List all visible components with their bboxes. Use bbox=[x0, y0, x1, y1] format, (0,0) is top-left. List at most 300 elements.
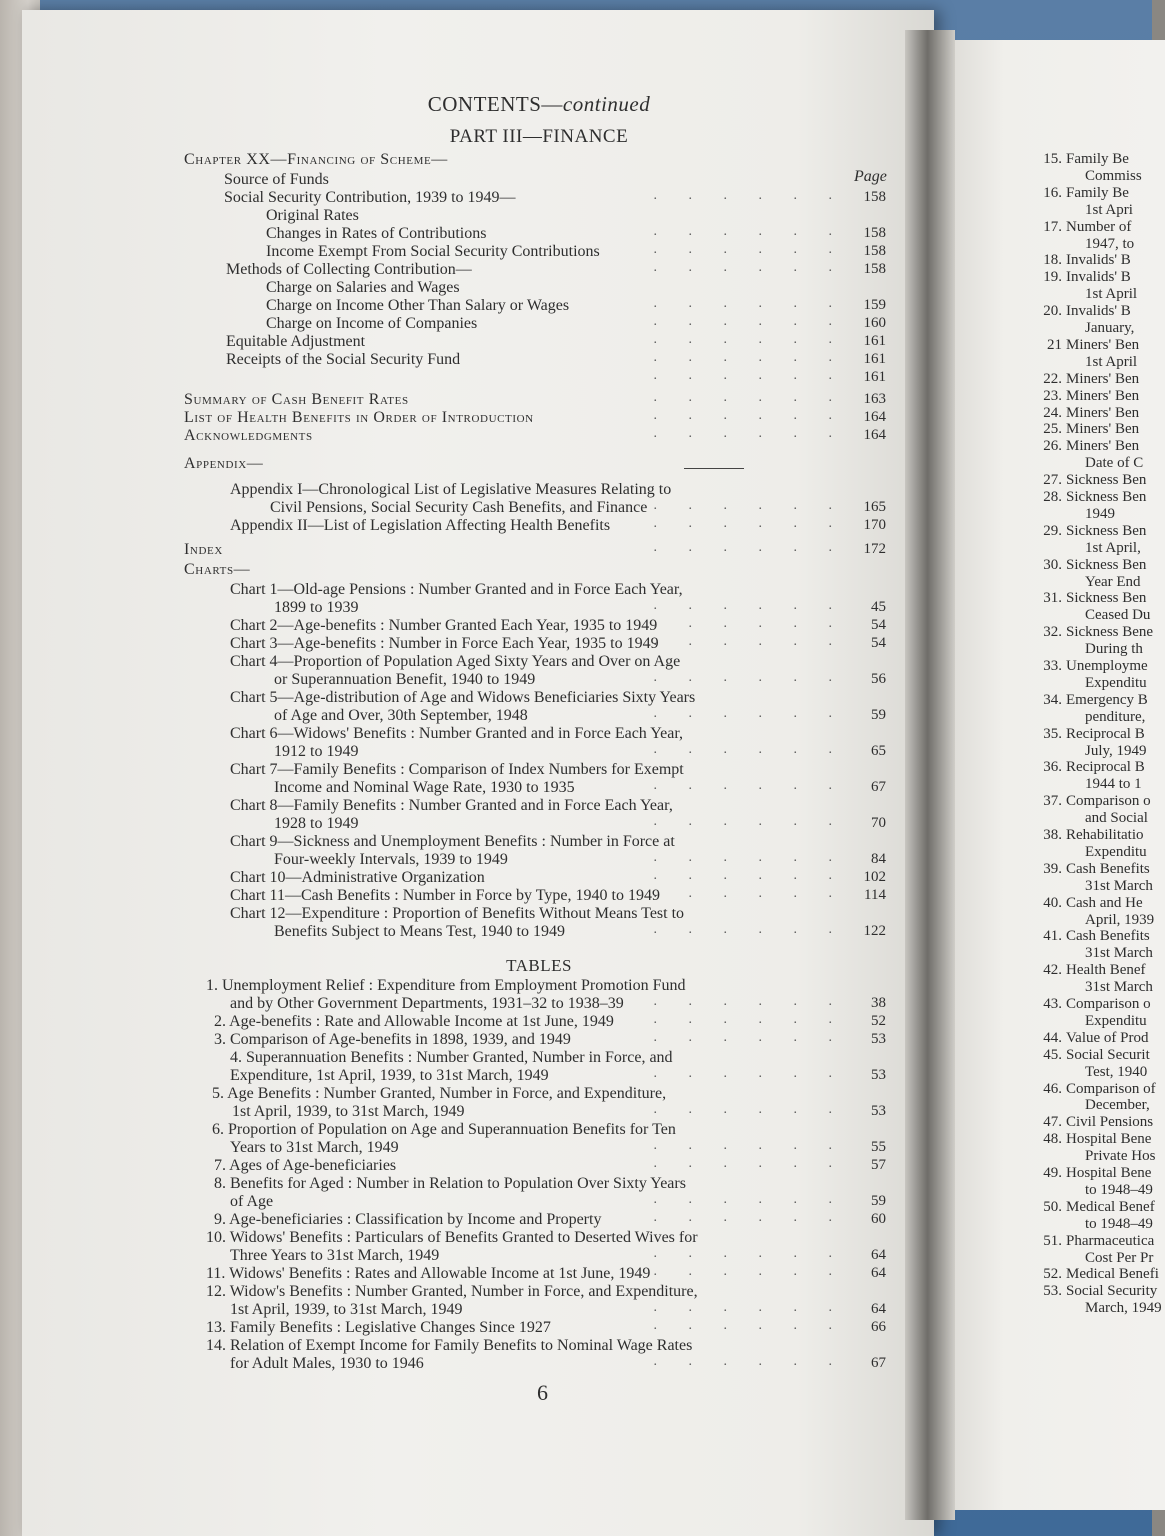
right-page-entry bbox=[1085, 1147, 1155, 1165]
right-entry-number: 26. bbox=[1043, 438, 1062, 455]
leader-dots: . . . . . . bbox=[653, 670, 846, 685]
leader-dots: . . . . . . bbox=[653, 1102, 846, 1117]
right-entry-text: Cash Benefits bbox=[1066, 860, 1150, 877]
toc-page-number: 53 bbox=[871, 1103, 886, 1119]
leader-dots: . . . . . . bbox=[653, 314, 846, 329]
leader-dots: . . . . . . bbox=[653, 350, 846, 365]
toc-entry-text: 5. Age Benefits : Number Granted, Number in Force, and Expenditure, bbox=[212, 1085, 667, 1102]
toc-entry-text: Appendix II—List of Legislation Affecting Health Benefits bbox=[230, 517, 611, 534]
toc-page-number: 53 bbox=[871, 1067, 886, 1083]
toc-row bbox=[184, 188, 890, 207]
toc-row bbox=[184, 1102, 890, 1121]
right-entry-number: 45. bbox=[1043, 1046, 1062, 1063]
right-entry-text: Invalids' B bbox=[1066, 303, 1131, 320]
toc-page-number: 122 bbox=[863, 923, 886, 939]
leader-dots: . . . . . . bbox=[653, 242, 846, 257]
right-entry-number: 34. bbox=[1043, 691, 1062, 708]
toc-page-number: 170 bbox=[863, 517, 886, 533]
toc-entry-text: Chapter XX—Financing of Scheme— bbox=[184, 151, 448, 168]
toc-page-number: 59 bbox=[871, 707, 886, 723]
right-page-entry bbox=[1028, 623, 1153, 641]
contents-continued: continued bbox=[562, 92, 651, 116]
book-gutter bbox=[905, 30, 955, 1520]
toc-entry-text: 7. Ages of Age-beneficiaries bbox=[214, 1157, 397, 1174]
toc-page-number: 55 bbox=[871, 1139, 886, 1155]
right-page-entry bbox=[1085, 1096, 1150, 1114]
right-page-entry bbox=[1028, 725, 1145, 743]
right-entry-text: Ceased Du bbox=[1085, 607, 1151, 624]
right-page-entry bbox=[1028, 1113, 1153, 1131]
part-heading: PART III—FINANCE bbox=[449, 126, 629, 147]
right-entry-text: 1st April bbox=[1085, 286, 1138, 303]
right-entry-text: Number of bbox=[1066, 218, 1132, 235]
left-page bbox=[22, 10, 934, 1536]
contents-heading bbox=[184, 92, 894, 117]
toc-page-number: 64 bbox=[871, 1265, 886, 1281]
toc-entry-text: Chart 11—Cash Benefits : Number in Force by Type, 1940 to 1949 bbox=[230, 887, 660, 904]
right-entry-text: Comparison o bbox=[1066, 996, 1151, 1012]
toc-page-number: 60 bbox=[871, 1211, 886, 1227]
toc-page-number: 56 bbox=[871, 671, 886, 687]
leader-dots: . . . . . . bbox=[653, 1066, 846, 1081]
toc-page-number: 65 bbox=[871, 743, 886, 759]
toc-page-number: 59 bbox=[871, 1193, 886, 1209]
right-entry-number: 17. bbox=[1043, 218, 1062, 235]
right-entry-text: During th bbox=[1085, 641, 1143, 658]
toc-entry-text: Receipts of the Social Security Fund bbox=[226, 351, 461, 368]
toc-entry-text: Chart 4—Proportion of Population Aged Sixty Years and Over on Age bbox=[230, 653, 681, 670]
right-page-entry bbox=[1028, 860, 1150, 878]
toc-page-number: 164 bbox=[863, 409, 886, 425]
leader-dots: . . . . . . bbox=[653, 886, 846, 901]
toc-page-number: 165 bbox=[863, 499, 886, 515]
toc-entry-text: Charge on Salaries and Wages bbox=[266, 279, 460, 296]
toc-page-number: 64 bbox=[871, 1247, 886, 1263]
right-entry-text: Sickness Ben bbox=[1066, 590, 1147, 607]
page-column-label: Page bbox=[854, 168, 887, 185]
toc-entry-text: Four-weekly Intervals, 1939 to 1949 bbox=[274, 851, 508, 868]
toc-page-number: 158 bbox=[863, 261, 886, 277]
right-page-entry bbox=[1085, 1063, 1147, 1081]
right-page-entry bbox=[1028, 995, 1151, 1013]
right-page-entry bbox=[1085, 1215, 1153, 1233]
right-page-entry bbox=[1028, 1164, 1151, 1182]
toc-page-number: 158 bbox=[863, 189, 886, 205]
toc-entry-text: Chart 8—Family Benefits : Number Granted and in Force Each Year, bbox=[230, 797, 673, 814]
toc-entry-text: of Age and Over, 30th September, 1948 bbox=[274, 707, 528, 724]
right-entry-text: Social Securit bbox=[1066, 1046, 1150, 1063]
toc-page-number: 158 bbox=[863, 243, 886, 259]
right-page-entry bbox=[1028, 302, 1131, 320]
leader-dots: . . . . . . bbox=[653, 296, 846, 311]
toc-row bbox=[184, 368, 890, 387]
toc-entry-text: Chart 7—Family Benefits : Comparison of Index Numbers for Exempt bbox=[230, 761, 684, 778]
right-page-entry bbox=[1028, 218, 1131, 236]
right-entry-number: 23. bbox=[1043, 387, 1062, 404]
toc-entry-text: Income Exempt From Social Security Contributions bbox=[266, 243, 600, 260]
right-entry-number: 20. bbox=[1043, 303, 1062, 320]
toc-entry-text: 9. Age-beneficiaries : Classification by Income and Property bbox=[214, 1211, 602, 1228]
toc-page-number: 160 bbox=[863, 315, 886, 331]
right-page-entry bbox=[1085, 911, 1154, 929]
toc-row bbox=[184, 1318, 890, 1337]
right-page-entry bbox=[1028, 150, 1129, 168]
right-entry-number: 50. bbox=[1043, 1198, 1062, 1215]
right-page-entry bbox=[1085, 775, 1142, 793]
toc-entry-text: Changes in Rates of Contributions bbox=[266, 225, 487, 242]
right-entry-text: Invalids' B bbox=[1066, 269, 1131, 286]
right-entry-text: Health Benef bbox=[1066, 962, 1146, 979]
right-entry-text: March, 1949 bbox=[1085, 1300, 1162, 1317]
toc-entry-text: Chart 10—Administrative Organization bbox=[230, 869, 485, 886]
toc-entry-text: Summary of Cash Benefit Rates bbox=[184, 391, 409, 408]
right-entry-number: 38. bbox=[1043, 827, 1062, 843]
toc-page-number: 163 bbox=[863, 391, 886, 407]
toc-entry-text: 1st April, 1939, to 31st March, 1949 bbox=[230, 1301, 463, 1318]
leader-dots: . . . . . . bbox=[653, 1318, 846, 1333]
toc-page-number: 57 bbox=[871, 1157, 886, 1173]
toc-entry-text: 12. Widow's Benefits : Number Granted, Number in Force, and Expenditure, bbox=[206, 1283, 698, 1300]
toc-entry-text: Charts— bbox=[184, 561, 251, 578]
right-page-entry bbox=[1028, 589, 1146, 607]
right-entry-number: 16. bbox=[1043, 184, 1062, 201]
right-entry-text: Rehabilitatio bbox=[1066, 827, 1144, 843]
right-entry-text: December, bbox=[1085, 1097, 1150, 1114]
right-entry-text: Emergency B bbox=[1066, 691, 1148, 708]
right-entry-text: 31st March bbox=[1085, 945, 1153, 962]
toc-entry-text: 1. Unemployment Relief : Expenditure from Employment Promotion Fund bbox=[206, 977, 686, 994]
toc-page-number: 53 bbox=[871, 1031, 886, 1047]
leader-dots: . . . . . . bbox=[653, 332, 846, 347]
right-entry-number: 48. bbox=[1043, 1131, 1062, 1148]
leader-dots: . . . . . . bbox=[653, 368, 846, 383]
toc-entry-text: 6. Proportion of Population on Age and Superannuation Benefits for Ten bbox=[212, 1121, 676, 1138]
toc-row bbox=[184, 742, 890, 761]
right-page-entry bbox=[1028, 1232, 1154, 1250]
leader-dots: . . . . . . bbox=[653, 426, 846, 441]
toc-page-number: 172 bbox=[863, 541, 886, 557]
toc-entry-text: Civil Pensions, Social Security Cash Benefits, and Finance bbox=[270, 499, 648, 516]
toc-entry-text: Chart 2—Age-benefits : Number Granted Each Year, 1935 to 1949 bbox=[230, 617, 658, 634]
right-page-entry bbox=[1028, 691, 1148, 709]
toc-entry-text: and by Other Government Departments, 1931–32 to 1938–39 bbox=[230, 995, 624, 1012]
right-page-entry bbox=[1028, 792, 1151, 810]
right-entry-text: 1944 to 1 bbox=[1085, 776, 1142, 793]
toc-row bbox=[184, 516, 890, 535]
right-page-entry bbox=[1028, 370, 1139, 388]
toc-entry-text: List of Health Benefits in Order of Introduction bbox=[184, 409, 534, 426]
toc-entry-text: for Adult Males, 1930 to 1946 bbox=[230, 1355, 424, 1372]
toc-entry-text: Income and Nominal Wage Rate, 1930 to 1935 bbox=[274, 779, 575, 796]
right-entry-text: 31st March bbox=[1085, 877, 1153, 894]
right-entry-number: 51. bbox=[1043, 1232, 1062, 1249]
right-entry-number: 43. bbox=[1043, 996, 1062, 1012]
right-entry-number: 53. bbox=[1043, 1283, 1062, 1300]
toc-page-number: 164 bbox=[863, 427, 886, 443]
right-page-entry bbox=[1028, 420, 1139, 438]
toc-row bbox=[184, 706, 890, 725]
toc-entry-text: 14. Relation of Exempt Income for Family Benefits to Nominal Wage Rates bbox=[206, 1337, 693, 1354]
right-entry-text: Value of Prod bbox=[1066, 1029, 1149, 1046]
right-entry-number: 39. bbox=[1043, 860, 1062, 877]
right-page-entry bbox=[1028, 387, 1139, 405]
right-page-entry bbox=[1028, 657, 1148, 675]
toc-entry-text: Chart 6—Widows' Benefits : Number Granted and in Force Each Year, bbox=[230, 725, 684, 742]
right-entry-text: Expenditu bbox=[1085, 843, 1147, 860]
right-entry-text: July, 1949 bbox=[1085, 742, 1147, 759]
toc-entry-text: 1899 to 1939 bbox=[274, 599, 359, 616]
leader-dots: . . . . . . bbox=[653, 408, 846, 423]
right-entry-number: 18. bbox=[1043, 252, 1062, 269]
right-page-entry bbox=[1028, 1080, 1156, 1098]
right-entry-text: Family Be bbox=[1066, 184, 1129, 201]
right-page-entry bbox=[1085, 1012, 1147, 1030]
right-page-entry bbox=[1085, 285, 1137, 303]
right-entry-number: 52. bbox=[1043, 1266, 1062, 1283]
right-page-entry bbox=[1085, 1249, 1153, 1267]
toc-entry-text: Chart 9—Sickness and Unemployment Benefits : Number in Force at bbox=[230, 833, 675, 850]
toc-entry-text: Original Rates bbox=[266, 207, 359, 224]
toc-entry-text: or Superannuation Benefit, 1940 to 1949 bbox=[274, 671, 536, 688]
toc-row bbox=[184, 1156, 890, 1175]
toc-entry-text: 4. Superannuation Benefits : Number Granted, Number in Force, and bbox=[230, 1049, 673, 1066]
leader-dots: . . . . . . bbox=[653, 1156, 846, 1171]
toc-row bbox=[184, 814, 890, 833]
toc-entry-text: Chart 1—Old-age Pensions : Number Granted and in Force Each Year, bbox=[230, 581, 683, 598]
right-page-entry bbox=[1028, 894, 1143, 912]
right-page-entry bbox=[1085, 539, 1141, 557]
toc-entry-text: Source of Funds bbox=[224, 171, 329, 188]
right-entry-text: and Social bbox=[1085, 810, 1148, 827]
toc-entry-text: 8. Benefits for Aged : Number in Relation to Population Over Sixty Years bbox=[214, 1175, 686, 1192]
right-page-entry bbox=[1028, 488, 1146, 506]
right-page-entry bbox=[1085, 505, 1115, 523]
toc-page-number: 67 bbox=[871, 1355, 886, 1371]
right-entry-text: Sickness Ben bbox=[1066, 472, 1147, 489]
toc-entry-text: Social Security Contribution, 1939 to 1949— bbox=[224, 189, 516, 206]
right-page-entry bbox=[1085, 1299, 1162, 1317]
leader-dots: . . . . . . bbox=[653, 706, 846, 721]
right-entry-number: 21 bbox=[1047, 336, 1062, 353]
toc-entry-text: 1st April, 1939, to 31st March, 1949 bbox=[232, 1103, 465, 1120]
toc-row bbox=[184, 150, 890, 169]
tables-heading: TABLES bbox=[506, 956, 572, 975]
leader-dots: . . . . . . bbox=[653, 922, 846, 937]
right-entry-text: to 1948–49 bbox=[1085, 1215, 1153, 1232]
right-entry-number: 25. bbox=[1043, 421, 1062, 438]
toc-page-number: 54 bbox=[871, 635, 886, 651]
right-page-entry bbox=[1085, 235, 1134, 253]
right-entry-text: Cash Benefits bbox=[1066, 928, 1150, 945]
toc-page-number: 66 bbox=[871, 1319, 886, 1335]
right-entry-text: Reciprocal B bbox=[1066, 759, 1145, 776]
right-entry-text: Medical Benefi bbox=[1066, 1266, 1159, 1283]
leader-dots: . . . . . . bbox=[653, 1012, 846, 1027]
leader-dots: . . . . . . bbox=[653, 634, 846, 649]
toc-row bbox=[184, 1354, 890, 1373]
right-entry-text: Sickness Ben bbox=[1066, 556, 1147, 573]
right-entry-text: Invalids' B bbox=[1066, 252, 1131, 269]
right-entry-text: Comparison of bbox=[1066, 1080, 1156, 1097]
right-entry-text: Expenditu bbox=[1085, 1012, 1147, 1029]
leader-dots: . . . . . . bbox=[653, 868, 846, 883]
right-page-entry bbox=[1085, 944, 1153, 962]
right-entry-number: 47. bbox=[1043, 1114, 1062, 1131]
right-entry-text: Year End bbox=[1085, 573, 1141, 590]
leader-dots: . . . . . . bbox=[653, 260, 846, 275]
right-entry-text: Comparison o bbox=[1066, 793, 1151, 810]
toc-row bbox=[184, 454, 890, 473]
right-entry-text: Test, 1940 bbox=[1085, 1063, 1148, 1080]
leader-dots: . . . . . . bbox=[653, 390, 846, 405]
toc-entry-text: Years to 31st March, 1949 bbox=[230, 1139, 399, 1156]
right-entry-number: 37. bbox=[1043, 793, 1062, 810]
toc-entry-text: Index bbox=[184, 541, 223, 558]
right-page-entry bbox=[1028, 1029, 1149, 1047]
right-page-entry bbox=[1085, 319, 1134, 337]
right-entry-number: 33. bbox=[1043, 658, 1062, 674]
toc-entry-text: 3. Comparison of Age-benefits in 1898, 1939, and 1949 bbox=[214, 1031, 571, 1048]
right-entry-number: 46. bbox=[1043, 1080, 1062, 1097]
right-entry-text: penditure, bbox=[1085, 708, 1146, 725]
toc-entry-text: Acknowledgments bbox=[184, 427, 313, 444]
right-entry-text: January, bbox=[1085, 320, 1135, 336]
right-entry-number: 40. bbox=[1043, 894, 1062, 911]
contents-title: CONTENTS— bbox=[427, 92, 563, 116]
toc-row bbox=[184, 1030, 890, 1049]
right-entry-number: 35. bbox=[1043, 725, 1062, 742]
toc-row bbox=[184, 426, 890, 445]
toc-row bbox=[184, 922, 890, 941]
toc-entry-text: Expenditure, 1st April, 1939, to 31st March, 1949 bbox=[230, 1067, 549, 1084]
right-entry-text: 1949 bbox=[1085, 505, 1115, 522]
right-page-entry bbox=[1085, 843, 1147, 861]
right-page-entry bbox=[1028, 336, 1139, 354]
leader-dots: . . . . . . bbox=[653, 1300, 846, 1315]
right-page-entry bbox=[1085, 978, 1153, 996]
right-page-entry bbox=[1028, 758, 1145, 776]
right-entry-number: 49. bbox=[1043, 1165, 1062, 1181]
toc-entry-text: 2. Age-benefits : Rate and Allowable Income at 1st June, 1949 bbox=[214, 1013, 614, 1030]
toc-page-number: 64 bbox=[871, 1301, 886, 1317]
toc-page-number: 102 bbox=[863, 869, 886, 885]
toc-entry-text: Chart 3—Age-benefits : Number in Force Each Year, 1935 to 1949 bbox=[230, 635, 659, 652]
toc-page-number: 159 bbox=[863, 297, 886, 313]
right-page-entry bbox=[1028, 1046, 1150, 1064]
right-page-entry bbox=[1085, 353, 1137, 371]
right-entry-text: 1st April bbox=[1085, 353, 1138, 370]
right-page-entry bbox=[1085, 1181, 1153, 1199]
right-entry-text: Miners' Ben bbox=[1066, 438, 1140, 455]
right-entry-text: Miners' Ben bbox=[1066, 421, 1140, 438]
right-entry-number: 31. bbox=[1043, 590, 1062, 607]
right-entry-text: Medical Benef bbox=[1066, 1198, 1155, 1215]
leader-dots: . . . . . . bbox=[653, 850, 846, 865]
right-entry-number: 15. bbox=[1043, 151, 1062, 167]
right-page-entry bbox=[1028, 1265, 1159, 1283]
page-number: 6 bbox=[537, 1380, 548, 1405]
leader-dots: . . . . . . bbox=[653, 224, 846, 239]
toc-page-number: 158 bbox=[863, 225, 886, 241]
right-entry-text: Hospital Bene bbox=[1066, 1131, 1152, 1148]
right-entry-text: Sickness Ben bbox=[1066, 522, 1147, 539]
right-entry-text: Sickness Bene bbox=[1066, 624, 1154, 641]
toc-row bbox=[184, 1210, 890, 1229]
toc-entry-text: Charge on Income of Companies bbox=[266, 315, 478, 332]
right-page-entry bbox=[1085, 674, 1147, 692]
right-page-entry bbox=[1028, 404, 1139, 422]
right-entry-text: Family Be bbox=[1066, 151, 1129, 167]
right-entry-text: Miners' Ben bbox=[1066, 404, 1140, 421]
toc-page-number: 52 bbox=[871, 1013, 886, 1029]
right-entry-number: 36. bbox=[1043, 759, 1062, 776]
right-entry-text: Private Hos bbox=[1085, 1148, 1156, 1165]
leader-dots: . . . . . . bbox=[653, 778, 846, 793]
toc-entry-text: Appendix I—Chronological List of Legislative Measures Relating to bbox=[230, 481, 672, 498]
right-page-entry bbox=[1085, 454, 1143, 472]
right-page-entry bbox=[1028, 184, 1129, 202]
toc-entry-text: Chart 12—Expenditure : Proportion of Benefits Without Means Test to bbox=[230, 905, 685, 922]
toc-entry-text: Chart 5—Age-distribution of Age and Widows Beneficiaries Sixty Years bbox=[230, 689, 696, 706]
toc-page-number: 38 bbox=[871, 995, 886, 1011]
right-entry-number: 42. bbox=[1043, 962, 1062, 979]
right-page-entry bbox=[1085, 809, 1148, 827]
right-entry-number: 19. bbox=[1043, 269, 1062, 286]
toc-row bbox=[184, 1264, 890, 1283]
toc-page-number: 161 bbox=[863, 351, 886, 367]
right-entry-text: Social Security bbox=[1066, 1283, 1158, 1300]
right-entry-text: to 1948–49 bbox=[1085, 1181, 1153, 1198]
leader-dots: . . . . . . bbox=[653, 616, 846, 631]
right-entry-number: 24. bbox=[1043, 404, 1062, 421]
leader-dots: . . . . . . bbox=[653, 1030, 846, 1045]
right-entry-text: Unemployme bbox=[1066, 658, 1148, 674]
toc-entry-text: Benefits Subject to Means Test, 1940 to 1949 bbox=[274, 923, 565, 940]
right-entry-text: Expenditu bbox=[1085, 674, 1147, 691]
right-entry-text: Pharmaceutica bbox=[1066, 1232, 1155, 1249]
leader-dots: . . . . . . bbox=[653, 1192, 846, 1207]
right-entry-text: Cash and He bbox=[1066, 894, 1143, 911]
right-entry-text: Sickness Ben bbox=[1066, 489, 1147, 505]
right-page-entry bbox=[1028, 1282, 1157, 1300]
toc-page-number: 54 bbox=[871, 617, 886, 633]
right-entry-text: 1st Apri bbox=[1085, 201, 1133, 218]
right-entry-number: 32. bbox=[1043, 624, 1062, 641]
right-page-entry bbox=[1085, 201, 1133, 219]
toc-page-number: 161 bbox=[863, 333, 886, 349]
right-entry-text: Date of C bbox=[1085, 455, 1144, 472]
leader-dots: . . . . . . bbox=[653, 540, 846, 555]
toc-entry-text: 13. Family Benefits : Legislative Changes Since 1927 bbox=[206, 1319, 551, 1336]
leader-dots: . . . . . . bbox=[653, 188, 846, 203]
leader-dots: . . . . . . bbox=[653, 598, 846, 613]
toc-page-number: 114 bbox=[864, 887, 886, 903]
toc-page-number: 161 bbox=[863, 369, 886, 385]
toc-entry-text: Equitable Adjustment bbox=[226, 333, 366, 350]
right-entry-number: 30. bbox=[1043, 556, 1062, 573]
right-page-entry bbox=[1028, 1198, 1155, 1216]
right-entry-text: Cost Per Pr bbox=[1085, 1249, 1154, 1266]
toc-page-number: 45 bbox=[871, 599, 886, 615]
right-page-entry bbox=[1085, 640, 1143, 658]
leader-dots: . . . . . . bbox=[653, 1264, 846, 1279]
leader-dots: . . . . . . bbox=[653, 1210, 846, 1225]
right-entry-text: Commiss bbox=[1085, 167, 1142, 184]
right-entry-text: Miners' Ben bbox=[1066, 370, 1140, 387]
toc-entry-text: 1912 to 1949 bbox=[274, 743, 359, 760]
toc-row bbox=[184, 634, 890, 653]
toc-entry-text: 11. Widows' Benefits : Rates and Allowable Income at 1st June, 1949 bbox=[206, 1265, 651, 1282]
